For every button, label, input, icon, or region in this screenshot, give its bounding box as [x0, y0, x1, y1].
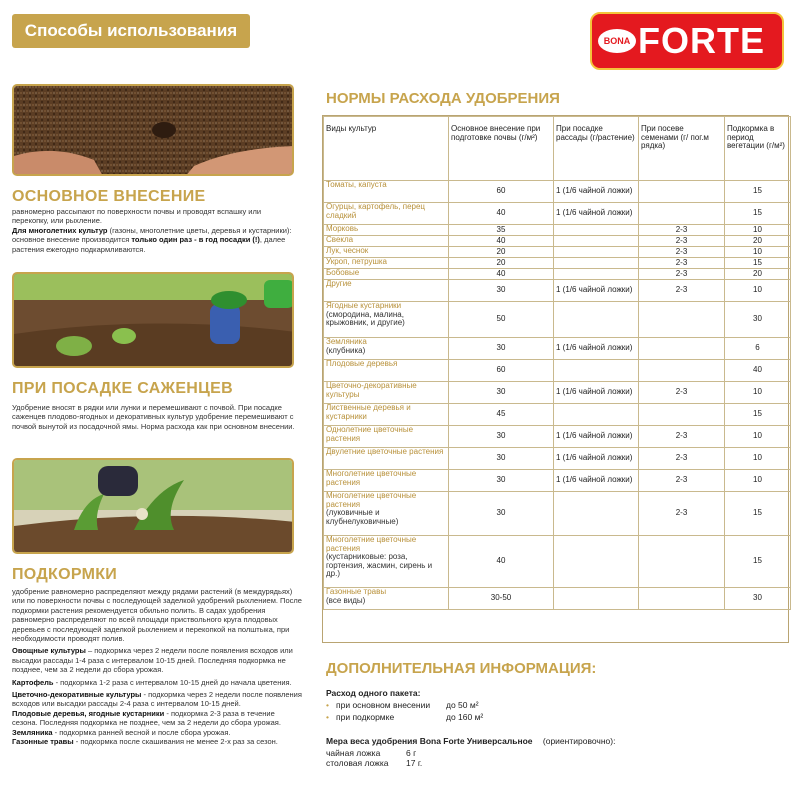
planting-heading: ПРИ ПОСАДКЕ САЖЕНЦЕВ: [12, 380, 233, 397]
norms-row: [324, 258, 791, 269]
cell-feed: 30: [725, 588, 791, 610]
cell-main: 30: [449, 338, 554, 360]
cell-main: 20: [449, 247, 554, 258]
col-header-crop: Виды культур: [324, 117, 449, 181]
cell-crop: [324, 236, 449, 247]
crop-detail: (клубника): [326, 345, 366, 355]
cell-sowing: [639, 338, 725, 360]
feeding-item-label: Цветочно-декоративные культуры: [12, 690, 142, 700]
cell-main: 60: [449, 360, 554, 382]
norms-header-row: [324, 117, 791, 181]
additional-info: [326, 688, 786, 768]
col-header-main: Основное внесение при подготовке почвы (г/м²): [449, 117, 554, 181]
perennial-label: Для многолетних культур: [12, 225, 108, 235]
cell-feed: 20: [725, 236, 791, 247]
soil-hands-photo: [12, 84, 294, 176]
feeding-item-text: - подкормка ранней весной и после сбора урожая.: [52, 727, 231, 737]
cell-seedling: [554, 225, 639, 236]
usage-value: до 50 м²: [446, 700, 479, 710]
cell-crop: [324, 302, 449, 338]
cell-seedling: 1 (1/6 чайной ложки): [554, 470, 639, 492]
measure-line: [326, 736, 786, 746]
cell-main: 40: [449, 269, 554, 280]
norms-row: [324, 470, 791, 492]
cell-main: 20: [449, 258, 554, 269]
feeding-item-label: Плодовые деревья, ягодные кустарники: [12, 708, 165, 718]
cell-seedling: [554, 536, 639, 588]
norms-row: [324, 492, 791, 536]
cell-crop: [324, 426, 449, 448]
cell-sowing: 2-3: [639, 225, 725, 236]
crop-name: Укроп, петрушка: [326, 257, 387, 266]
cell-seedling: [554, 269, 639, 280]
cell-crop: [324, 470, 449, 492]
cell-seedling: [554, 236, 639, 247]
measure-value: 6 г: [406, 748, 417, 758]
cell-crop: [324, 338, 449, 360]
feeding-item-label: Овощные культуры: [12, 646, 86, 656]
cell-crop: [324, 536, 449, 588]
bullet-icon: •: [326, 700, 329, 710]
main-application-heading: ОСНОВНОЕ ВНЕСЕНИЕ: [12, 188, 206, 205]
perennial-end: , далее растения ежегодно подкармливаются.: [12, 235, 286, 254]
feeding-item: [12, 646, 302, 674]
cell-main: 30-50: [449, 588, 554, 610]
cell-main: 30: [449, 382, 554, 404]
cell-crop: [324, 588, 449, 610]
cell-crop: [324, 448, 449, 470]
cell-seedling: 1 (1/6 чайной ложки): [554, 203, 639, 225]
perennial-once: только один раз - в год посадки (!): [131, 235, 260, 245]
main-application-p1: равномерно рассыпают по поверхности почвы и проводят вспашку или перекопку, или рыхление.: [12, 207, 262, 226]
measure-note: (ориентировочно):: [542, 736, 616, 746]
norms-row: [324, 448, 791, 470]
crop-name: Цветочно-декоративные культуры: [326, 381, 417, 399]
measure-label: столовая ложка: [326, 758, 389, 768]
cell-crop: [324, 225, 449, 236]
cell-feed: 10: [725, 225, 791, 236]
crop-name: Однолетние цветочные растения: [326, 425, 414, 443]
crop-name: Многолетние цветочные растения: [326, 469, 417, 487]
cell-sowing: 2-3: [639, 492, 725, 536]
crop-name: Многолетние цветочные растения: [326, 535, 417, 553]
feeding-item-text: - подкормка через 2 недели после появления всходов или высадки рассады 2-4 раза с интервалом 10-15 дней.: [12, 690, 302, 709]
cell-feed: 15: [725, 404, 791, 426]
cell-feed: 6: [725, 338, 791, 360]
cell-seedling: 1 (1/6 чайной ложки): [554, 280, 639, 302]
page-title: Способы использования: [12, 14, 250, 48]
col-header-seedling: При посадке рассады (г/растение): [554, 117, 639, 181]
norms-row: [324, 280, 791, 302]
feeding-item: [12, 737, 302, 746]
cell-crop: [324, 258, 449, 269]
usage-label: при основном внесении: [336, 700, 431, 710]
measure-row: [326, 758, 786, 768]
main-application-text: [12, 207, 297, 254]
cell-feed: 15: [725, 536, 791, 588]
usage-label: при подкормке: [336, 712, 395, 722]
seedling-planting-photo: [12, 272, 294, 368]
feeding-item-text: - подкормка 1-2 раза с интервалом 10-15 дней до начала цветения.: [53, 677, 292, 687]
cell-sowing: [639, 404, 725, 426]
cell-main: 40: [449, 236, 554, 247]
garden-feeding-photo: [12, 458, 294, 554]
cell-feed: 10: [725, 470, 791, 492]
feeding-item-text: - подкормка после скашивания не менее 2-х раз за сезон.: [73, 737, 278, 747]
bona-forte-logo: [590, 12, 784, 70]
cell-sowing: 2-3: [639, 426, 725, 448]
col-header-feed: Подкормка в период вегетации (г/м²): [725, 117, 791, 181]
feeding-text: [12, 587, 302, 747]
logo-bona: BONA: [598, 29, 636, 53]
norms-title: НОРМЫ РАСХОДА УДОБРЕНИЯ: [326, 90, 560, 107]
crop-name: Свекла: [326, 235, 354, 244]
cell-feed: 15: [725, 492, 791, 536]
cell-sowing: [639, 181, 725, 203]
cell-sowing: 2-3: [639, 470, 725, 492]
measure-row: [326, 748, 786, 758]
cell-seedling: [554, 492, 639, 536]
cell-crop: [324, 404, 449, 426]
planting-text: Удобрение вносят в рядки или лунки и перемешивают с почвой. При посадке саженцев плодово-ягодных и декоративных культур удобрение перемешивают с почвой вынутой из посадочной ямы. Норма расхода как при основном внесении.: [12, 403, 295, 431]
cell-main: 50: [449, 302, 554, 338]
norms-row: [324, 404, 791, 426]
cell-feed: 10: [725, 280, 791, 302]
cell-main: 40: [449, 203, 554, 225]
feeding-heading: ПОДКОРМКИ: [12, 566, 118, 583]
norms-row: [324, 302, 791, 338]
norms-row: [324, 338, 791, 360]
cell-seedling: [554, 588, 639, 610]
crop-name: Лиственные деревья и кустарники: [326, 403, 411, 421]
cell-sowing: 2-3: [639, 247, 725, 258]
cell-main: 60: [449, 181, 554, 203]
cell-sowing: 2-3: [639, 236, 725, 247]
cell-main: 30: [449, 492, 554, 536]
cell-seedling: 1 (1/6 чайной ложки): [554, 338, 639, 360]
crop-name: Двулетние цветочные растения: [326, 447, 444, 456]
cell-crop: [324, 181, 449, 203]
cell-sowing: [639, 536, 725, 588]
cell-seedling: [554, 247, 639, 258]
cell-feed: 15: [725, 203, 791, 225]
cell-sowing: 2-3: [639, 258, 725, 269]
norms-row: [324, 236, 791, 247]
norms-row: [324, 360, 791, 382]
crop-name: Газонные травы: [326, 587, 387, 596]
cell-feed: 10: [725, 426, 791, 448]
cell-seedling: 1 (1/6 чайной ложки): [554, 448, 639, 470]
perennial-text: (газоны, многолетние цветы, деревья и кустарники): основное внесение производится: [12, 225, 292, 245]
cell-feed: 30: [725, 302, 791, 338]
crop-name: Лук, чеснок: [326, 246, 369, 255]
cell-sowing: 2-3: [639, 448, 725, 470]
cell-sowing: [639, 588, 725, 610]
cell-seedling: 1 (1/6 чайной ложки): [554, 181, 639, 203]
crop-detail: (кустарниковые: роза, гортензия, жасмин, сирень и др.): [326, 552, 433, 579]
cell-seedling: [554, 404, 639, 426]
feeding-p1: удобрение равномерно распределяют между рядами растений (в междурядьях) или по поверхности почвы с последующей заделкой удобрений рыхлением. После подкормки растения рекомендуется обильно полить. В садах удобрения равномерно распределяют по всей площади приствольного круга плодовых деревьев с последующей заделкой рыхлением и перекопкой на полштыка, при необходимости проводят полив.: [12, 587, 302, 644]
col-header-sowing: При посеве семенами (г/ пог.м рядка): [639, 117, 725, 181]
cell-feed: 10: [725, 448, 791, 470]
feeding-item: [12, 678, 302, 687]
cell-crop: [324, 269, 449, 280]
crop-detail: (смородина, малина, крыжовник, и другие): [326, 309, 405, 328]
feeding-item: [12, 728, 302, 737]
cell-main: 35: [449, 225, 554, 236]
norms-row: [324, 426, 791, 448]
cell-sowing: 2-3: [639, 382, 725, 404]
cell-sowing: [639, 360, 725, 382]
main-application-p2: [12, 226, 297, 254]
norms-row: [324, 536, 791, 588]
cell-feed: 20: [725, 269, 791, 280]
norms-row: [324, 181, 791, 203]
crop-detail: (все виды): [326, 595, 366, 605]
crop-detail: (луковичные и клубнелуковичные): [326, 508, 399, 526]
norms-row: [324, 203, 791, 225]
crop-name: Огурцы, картофель, перец сладкий: [326, 202, 426, 220]
cell-seedling: [554, 360, 639, 382]
cell-crop: [324, 382, 449, 404]
cell-feed: 10: [725, 247, 791, 258]
cell-main: 30: [449, 448, 554, 470]
feeding-item-label: Газонные травы: [12, 737, 74, 747]
norms-row: [324, 588, 791, 610]
norms-row: [324, 269, 791, 280]
cell-crop: [324, 203, 449, 225]
feeding-item: [12, 709, 302, 728]
crop-name: Томаты, капуста: [326, 180, 387, 189]
cell-sowing: 2-3: [639, 280, 725, 302]
cell-sowing: [639, 302, 725, 338]
crop-name: Земляника: [326, 337, 367, 346]
cell-sowing: 2-3: [639, 269, 725, 280]
cell-feed: 15: [725, 181, 791, 203]
crop-name: Морковь: [326, 224, 359, 233]
cell-sowing: [639, 203, 725, 225]
cell-main: 40: [449, 536, 554, 588]
cell-crop: [324, 360, 449, 382]
cell-feed: 40: [725, 360, 791, 382]
cell-feed: 10: [725, 382, 791, 404]
cell-seedling: [554, 302, 639, 338]
cell-feed: 15: [725, 258, 791, 269]
crop-name: Бобовые: [326, 268, 360, 277]
cell-crop: [324, 492, 449, 536]
cell-main: 30: [449, 280, 554, 302]
measure-title: Мера веса удобрения Bona Forte Универсальное: [326, 736, 533, 746]
norms-row: [324, 247, 791, 258]
cell-main: 30: [449, 426, 554, 448]
crop-name: Другие: [326, 279, 352, 288]
norms-row: [324, 382, 791, 404]
feeding-item-label: Земляника: [12, 727, 53, 737]
usage-value: до 160 м²: [446, 712, 484, 722]
usage-row: [326, 700, 786, 710]
norms-table: [322, 115, 789, 643]
crop-name: Ягодные кустарники: [326, 301, 402, 310]
usage-row: [326, 712, 786, 722]
norms-row: [324, 225, 791, 236]
usage-title: Расход одного пакета:: [326, 688, 421, 698]
cell-main: 45: [449, 404, 554, 426]
crop-name: Многолетние цветочные растения: [326, 491, 417, 509]
measure-label: чайная ложка: [326, 748, 381, 758]
cell-seedling: 1 (1/6 чайной ложки): [554, 426, 639, 448]
bullet-icon: •: [326, 712, 329, 722]
crop-name: Плодовые деревья: [326, 359, 398, 368]
cell-seedling: 1 (1/6 чайной ложки): [554, 382, 639, 404]
feeding-item-text: – подкормка через 2 недели после появления всходов или высадки рассады 1-4 раза с интервалом 10-15 дней. Последняя подкормка не позднее, чем за 2 недели до сбора урожая.: [12, 646, 293, 675]
logo-forte: FORTE: [638, 20, 765, 61]
additional-info-title: ДОПОЛНИТЕЛЬНАЯ ИНФОРМАЦИЯ:: [326, 660, 597, 677]
feeding-item-text: - подкормка 2-3 раза в течение сезона. Последняя подкормка не позднее, чем за 2 недели до сбора урожая.: [12, 708, 281, 728]
measure-value: 17 г.: [406, 758, 423, 768]
feeding-item: [12, 690, 302, 709]
cell-crop: [324, 247, 449, 258]
cell-crop: [324, 280, 449, 302]
cell-main: 30: [449, 470, 554, 492]
cell-seedling: [554, 258, 639, 269]
feeding-item-label: Картофель: [12, 677, 54, 687]
